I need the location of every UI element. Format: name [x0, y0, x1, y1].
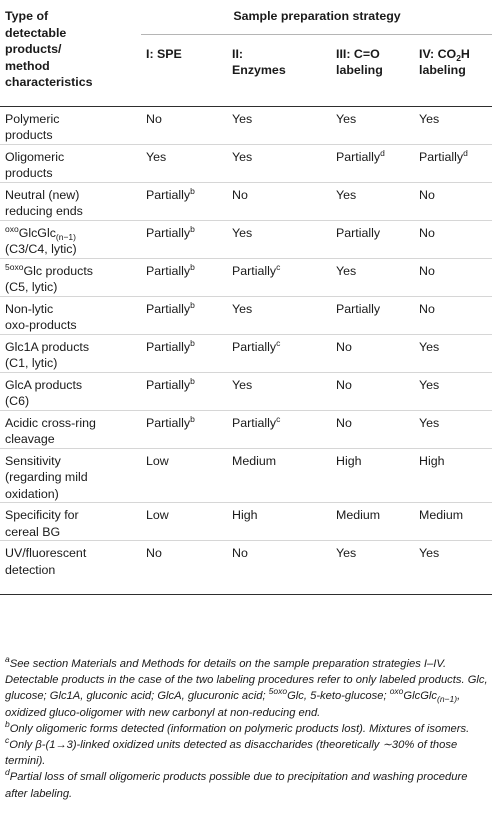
cell-value: Partially [146, 339, 191, 354]
cell-value: Yes [336, 263, 357, 278]
footnote-ref: b [190, 185, 195, 196]
row-label [0, 106, 141, 144]
row-label [0, 334, 141, 372]
table-cell [414, 182, 492, 220]
table-cell [227, 334, 331, 372]
table-row [0, 541, 492, 595]
row-label-line: Oligomeric [5, 149, 65, 164]
row-label [0, 296, 141, 334]
table-cell [331, 448, 414, 503]
table-cell [227, 220, 331, 258]
cell-value: Partially [336, 225, 381, 240]
column-header-line: I: SPE [146, 46, 182, 61]
cell-value: Yes [232, 377, 253, 392]
footnote-d [5, 769, 489, 801]
row-label-line: (regarding mild [5, 470, 88, 484]
table-cell [227, 541, 331, 595]
row-label-line: cleavage [5, 432, 55, 446]
table-cell [227, 144, 331, 182]
table-cell [331, 182, 414, 220]
cell-value: Yes [232, 301, 253, 316]
footnote-ref: b [190, 299, 195, 310]
footnote-text: Only oligomeric forms detected (information on polymeric products lost). Mixtures of isomers. [9, 722, 470, 735]
superscript: 5oxo [5, 261, 24, 272]
row-label-line: (C3/C4, lytic) [5, 242, 77, 256]
table-row [0, 503, 492, 541]
table-cell [414, 410, 492, 448]
table-row [0, 258, 492, 296]
cell-value: No [336, 377, 352, 392]
table-cell [227, 182, 331, 220]
column-header-line: H [460, 46, 470, 61]
footnote-ref: b [190, 223, 195, 234]
table-cell [414, 296, 492, 334]
table-cell [141, 410, 227, 448]
cell-value: Partially [146, 301, 191, 316]
cell-value: Partially [232, 263, 277, 278]
row-label-line: GlcA products [5, 377, 83, 392]
cell-value: No [146, 111, 162, 126]
table-row [0, 448, 492, 503]
table-cell [141, 106, 227, 144]
footnote-c [5, 737, 489, 769]
cell-value: Yes [336, 546, 357, 560]
row-label-line: reducing ends [5, 204, 83, 218]
footnote-ref: b [190, 375, 195, 386]
table-cell [227, 258, 331, 296]
superscript: oxo [389, 686, 404, 697]
table-cell [227, 106, 331, 144]
cell-value: Yes [146, 149, 167, 164]
table-cell [331, 372, 414, 410]
footnote-ref: b [190, 337, 195, 348]
table-cell [414, 258, 492, 296]
cell-value: Partially [232, 339, 277, 354]
cell-value: Partially [146, 187, 191, 202]
table-cell [414, 503, 492, 541]
row-label-line: Specificity for [5, 508, 79, 522]
table-cell [227, 410, 331, 448]
cell-value: High [419, 453, 445, 468]
table-cell [331, 258, 414, 296]
footnote-ref: c [276, 413, 281, 424]
table-row [0, 220, 492, 258]
table-cell [331, 144, 414, 182]
row-header-line: detectable [5, 25, 67, 40]
table-cell [331, 106, 414, 144]
subscript: 2 [456, 52, 461, 63]
footnote-text: GlcGlc [403, 690, 437, 703]
footnotes [5, 656, 489, 802]
footnote-ref: c [276, 261, 281, 272]
table-cell [331, 503, 414, 541]
column-header-line: labeling [336, 63, 383, 77]
cell-value: No [419, 301, 435, 316]
row-header-line: Type of [5, 9, 49, 23]
cell-value: Medium [232, 453, 277, 468]
column-header-line: labeling [419, 63, 466, 77]
table-cell [227, 372, 331, 410]
table-row [0, 144, 492, 182]
row-header-line: method [5, 58, 50, 73]
footnote-text: Glc, 5-keto-glucose; [287, 690, 390, 703]
superscript: oxo [5, 223, 19, 234]
row-label-line: Acidic cross-ring [5, 415, 96, 430]
cell-value: No [419, 225, 435, 240]
cell-value: Yes [336, 187, 357, 202]
cell-value: High [336, 453, 362, 468]
row-label-line: (C5, lytic) [5, 280, 58, 294]
table-cell [141, 144, 227, 182]
cell-value: Yes [419, 415, 440, 430]
table-cell [331, 220, 414, 258]
row-label [0, 182, 141, 220]
table-cell [141, 182, 227, 220]
cell-value: No [336, 339, 352, 354]
row-label-line: (C1, lytic) [5, 356, 58, 370]
cell-value: Partially [146, 415, 191, 430]
footnote-ref: d [380, 147, 385, 158]
cell-value: Partially [146, 377, 191, 392]
table-cell [414, 334, 492, 372]
cell-value: Yes [419, 546, 440, 560]
cell-value: Medium [336, 508, 381, 522]
row-label-line: Neutral (new) [5, 187, 80, 202]
footnote-b [5, 718, 489, 737]
cell-value: Partially [146, 263, 191, 278]
table-cell [141, 541, 227, 595]
row-header-line: products/ [5, 42, 62, 56]
row-label-line: cereal BG [5, 524, 61, 539]
footnote-ref: b [190, 261, 195, 272]
table-cell [141, 372, 227, 410]
row-label-line: products [5, 128, 53, 142]
row-label [0, 258, 141, 296]
table-cell [141, 334, 227, 372]
table-cell [414, 144, 492, 182]
footnote-text: See section Materials and Methods for details on the sample preparation strategies I–IV. Detectable products in the case of the two labeling procedures refer to only labeled products. Glc, glucose; Glc1A, gluconic acid; GlcA, glucuronic acid; [5, 658, 488, 703]
row-label [0, 503, 141, 541]
row-label [0, 410, 141, 448]
column-header-co2h-labeling [414, 34, 492, 106]
row-label-line: products [5, 166, 53, 180]
table-row [0, 182, 492, 220]
footnote-ref: b [190, 413, 195, 424]
footnote-a [5, 656, 489, 721]
row-label [0, 541, 141, 595]
cell-value: Partially [232, 415, 277, 430]
row-label-line: GlcGlc [18, 225, 56, 240]
footnote-text: , oxidized gluco-oligomer with new carbonyl at non-reducing end. [5, 690, 461, 719]
table-cell [227, 296, 331, 334]
row-label [0, 372, 141, 410]
row-header-cell [0, 0, 141, 106]
row-label-line: Glc1A products [5, 339, 90, 354]
footnote-mark: d [5, 767, 10, 778]
footnote-mark: c [5, 735, 10, 746]
table-cell [331, 334, 414, 372]
cell-value: Yes [232, 225, 253, 240]
row-label-line: detection [5, 562, 56, 577]
cell-value: Yes [419, 339, 440, 354]
row-label-line: oxidation) [5, 486, 59, 501]
column-header-line: III: C=O [336, 46, 380, 61]
subscript: (n−1) [55, 231, 76, 242]
footnote-ref: c [276, 337, 281, 348]
table-cell [141, 220, 227, 258]
column-header-line: Enzymes [232, 63, 286, 77]
cell-value: Yes [232, 149, 253, 164]
table-cell [141, 296, 227, 334]
table-cell [414, 220, 492, 258]
row-label-line: Sensitivity [5, 453, 61, 468]
subscript: (n−1) [436, 694, 458, 705]
cell-value: Partially [336, 149, 381, 164]
table-row [0, 296, 492, 334]
table-row [0, 372, 492, 410]
table-cell [141, 258, 227, 296]
superscript: 5oxo [268, 686, 288, 697]
row-label-line: Polymeric [5, 111, 60, 126]
cell-value: No [336, 415, 352, 430]
footnote-mark: b [5, 718, 10, 729]
cell-value: Partially [419, 149, 464, 164]
footnote-ref: d [463, 147, 468, 158]
group-header: Sample preparation strategy [141, 0, 492, 34]
cell-value: High [232, 508, 258, 522]
row-label-line: Non-lytic [5, 301, 54, 316]
cell-value: Medium [419, 508, 464, 522]
row-label [0, 448, 141, 503]
table-cell [331, 296, 414, 334]
cell-value: Yes [336, 111, 357, 126]
cell-value: No [419, 263, 435, 278]
table-cell [227, 503, 331, 541]
row-label-line: Glc products [23, 263, 93, 278]
column-header-co-labeling [331, 34, 414, 106]
cell-value: Low [146, 453, 169, 468]
table-cell [227, 448, 331, 503]
column-header-line: IV: CO [419, 46, 457, 61]
table-cell [414, 372, 492, 410]
table-cell [414, 448, 492, 503]
footnote-text: Partial loss of small oligomeric products possible due to precipitation and washing procedure after labeling. [5, 771, 468, 800]
column-header-line: II: [232, 46, 244, 61]
cell-value: No [146, 546, 162, 560]
row-label [0, 220, 141, 258]
column-header-spe [141, 34, 227, 106]
table-row [0, 106, 492, 144]
cell-value: No [419, 187, 435, 202]
cell-value: Yes [419, 111, 440, 126]
footnote-text: Only β-(1→3)-linked oxidized units detected as disaccharides (theoretically ∼30% of those termini). [5, 739, 458, 768]
table-cell [331, 410, 414, 448]
cell-value: Yes [232, 111, 253, 126]
cell-value: Low [146, 508, 169, 522]
cell-value: Partially [336, 301, 381, 316]
cell-value: No [232, 546, 248, 560]
table-cell [141, 503, 227, 541]
table-cell [414, 106, 492, 144]
cell-value: No [232, 187, 248, 202]
table-cell [331, 541, 414, 595]
row-label-line: (C6) [5, 394, 30, 408]
table-row [0, 410, 492, 448]
row-label-line: UV/fluorescent [5, 546, 87, 560]
footnote-mark: a [5, 654, 10, 664]
row-label [0, 144, 141, 182]
row-header-line: characteristics [5, 75, 93, 89]
table-cell [141, 448, 227, 503]
table-cell [414, 541, 492, 595]
cell-value: Partially [146, 225, 191, 240]
table-row [0, 334, 492, 372]
row-label-line: oxo-products [5, 318, 77, 332]
column-header-enzymes [227, 34, 331, 106]
cell-value: Yes [419, 377, 440, 392]
